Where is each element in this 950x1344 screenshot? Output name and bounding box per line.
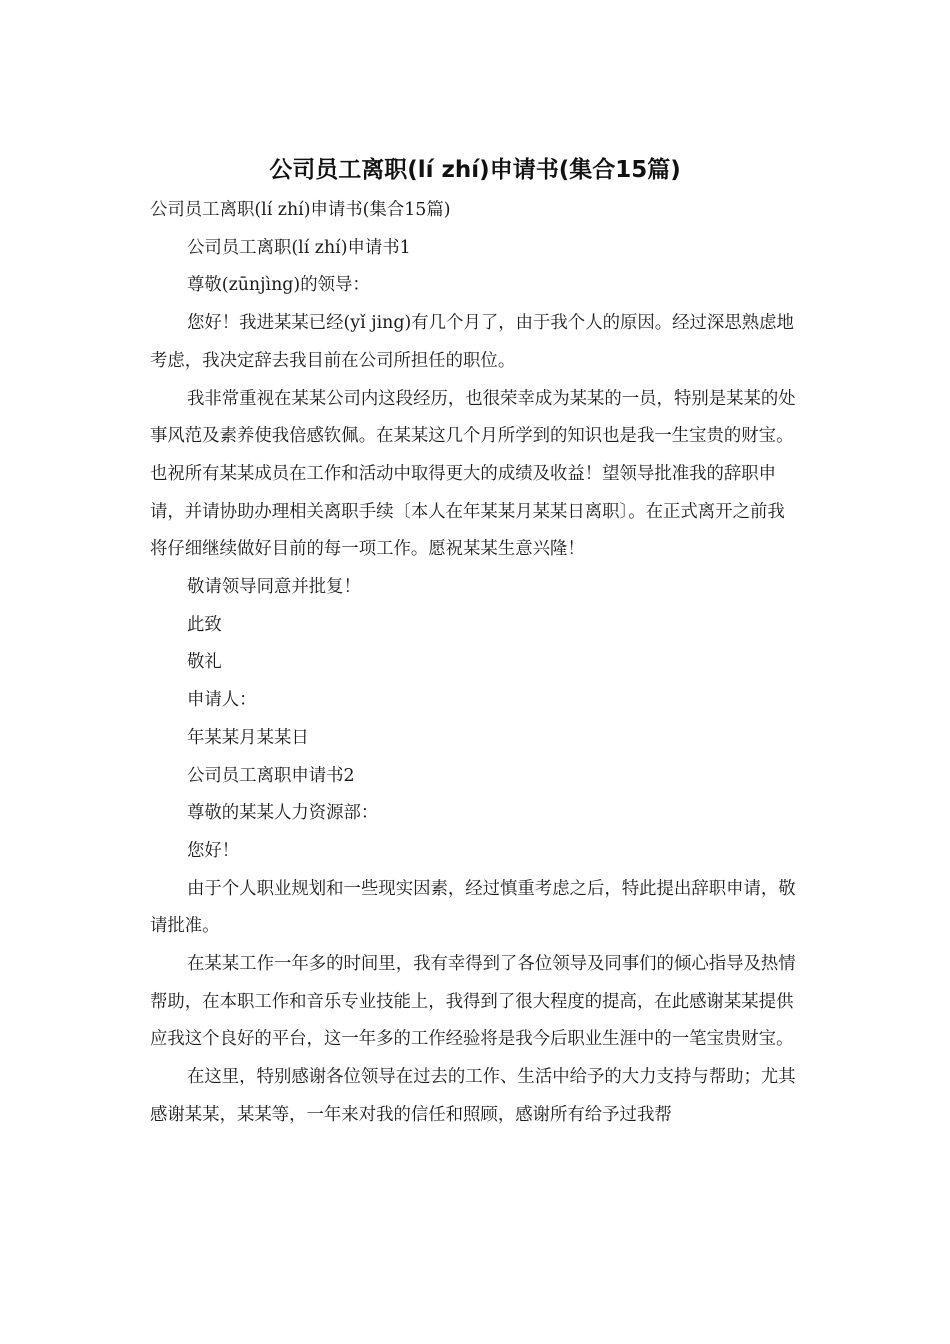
paragraph-date: 年某某月某某日 <box>187 727 309 748</box>
paragraph-salutation-2: 尊敬的某某人力资源部： <box>187 803 379 824</box>
paragraph-subtitle: 公司员工离职(lí zhí)申请书(集合15篇) <box>150 200 451 220</box>
paragraph-request: 敬请领导同意并批复！ <box>187 577 361 598</box>
paragraph-greeting: 您好！ <box>187 840 240 861</box>
paragraph-closing: 此致 <box>187 614 222 635</box>
paragraph-heading-2: 公司员工离职申请书2 <box>187 765 355 786</box>
paragraph-heading-1: 公司员工离职(lí zhí)申请书1 <box>187 237 411 258</box>
paragraph-salutation-1: 尊敬(zūnjìng)的领导： <box>187 275 370 296</box>
paragraph-body: 您好！我进某某已经(yǐ jing)有几个月了，由于我个人的原因。经过深思熟虑地考虑，我决定辞去我目前在公司所担任的职位。 <box>150 313 794 371</box>
paragraph-body: 在这里，特别感谢各位领导在过去的工作、生活中给予的大力支持与帮助；尤其感谢某某，某某等，一年来对我的信任和照顾，感谢所有给予过我帮 <box>150 1067 796 1125</box>
paragraph-body: 我非常重视在某某公司内这段经历，也很荣幸成为某某的一员，特别是某某的处事风范及素养使我倍感钦佩。在某某这几个月所学到的知识也是我一生宝贵的财宝。也祝所有某某成员在工作和活动中取得更大的成绩及收益！望领导批准我的辞职申请，并请协助办理相关离职手续〔本人在年某某月某某日离职〕。在正式离开之前我将仔细继续做好目前的每一项工作。愿祝某某生意兴隆！ <box>150 388 796 560</box>
document-title: 公司员工离职(lí zhí)申请书(集合15篇) <box>269 157 681 183</box>
paragraph-body: 由于个人职业规划和一些现实因素，经过慎重考虑之后，特此提出辞职申请，敬请批准。 <box>150 878 796 937</box>
paragraph-signature: 申请人： <box>187 690 257 711</box>
document-body <box>150 192 800 1135</box>
paragraph-body: 在某某工作一年多的时间里，我有幸得到了各位领导及同事们的倾心指导及热情帮助，在本职工作和音乐专业技能上，我得到了很大程度的提高，在此感谢某某提供应我这个良好的平台，这一年多的工作经验将是我今后职业生涯中的一笔宝贵财宝。 <box>150 954 796 1050</box>
paragraph-closing: 敬礼 <box>187 652 222 673</box>
